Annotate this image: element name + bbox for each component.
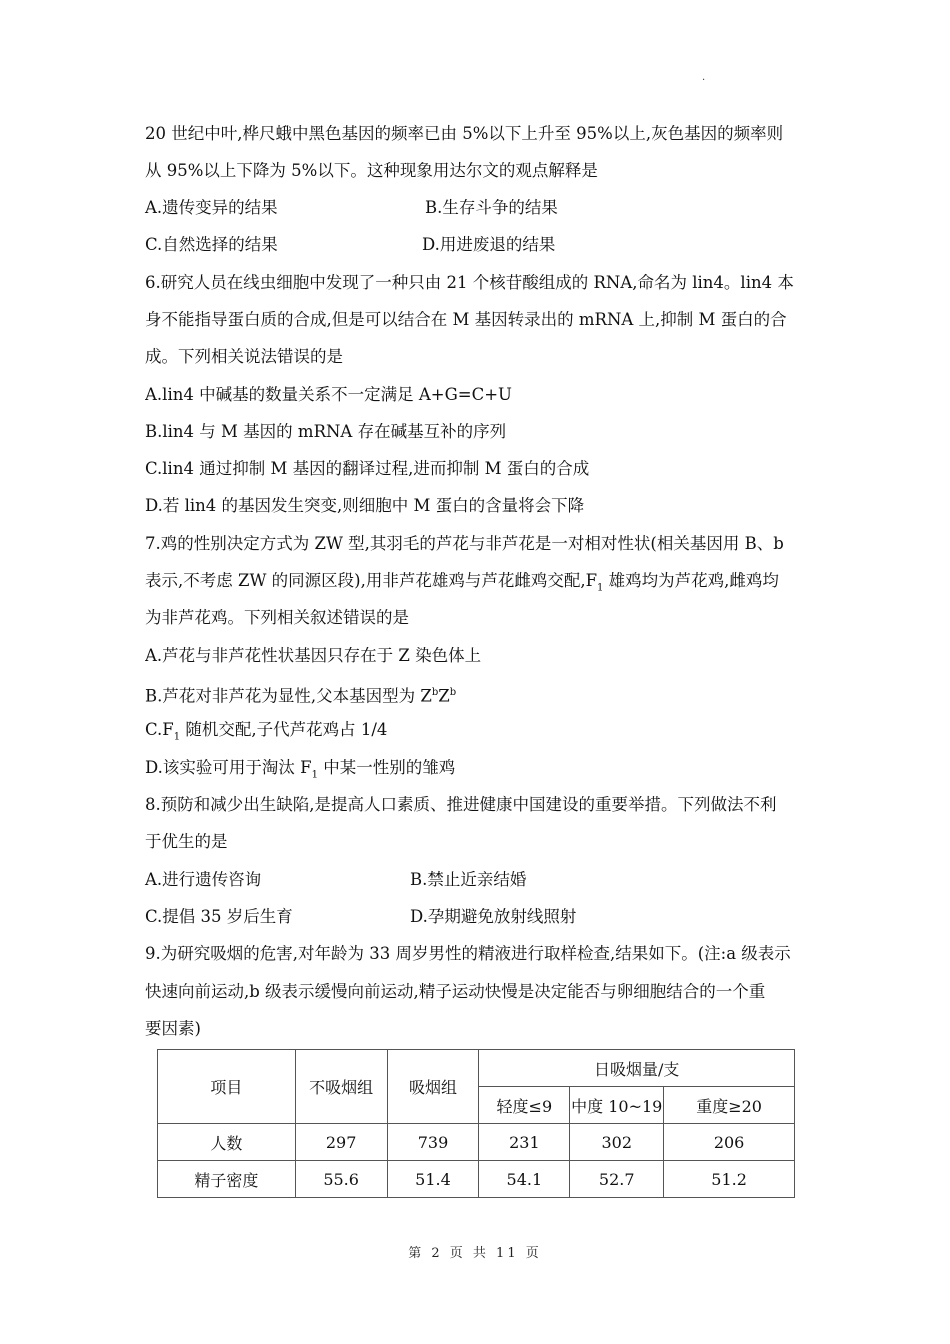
q6-option-b: B.lin4 与 M 基因的 mRNA 存在碱基互补的序列 <box>145 422 507 441</box>
table-cell: 精子密度 <box>158 1161 296 1198</box>
table-cell: 302 <box>570 1124 664 1161</box>
table-cell: 206 <box>664 1124 795 1161</box>
q7-option-a: A.芦花与非芦花性状基因只存在于 Z 染色体上 <box>145 646 482 665</box>
q9-stem-line-1: 9.为研究吸烟的危害,对年龄为 33 周岁男性的精液进行取样检查,结果如下。(注:a 级表示 <box>145 944 791 963</box>
header-smoking: 吸烟组 <box>387 1050 479 1124</box>
table-row <box>158 1161 795 1198</box>
table-cell: 231 <box>479 1124 570 1161</box>
q7-stem-line-1: 7.鸡的性别决定方式为 ZW 型,其羽毛的芦花与非芦花是一对相对性状(相关基因用 B、b <box>145 534 784 553</box>
table-cell: 人数 <box>158 1124 296 1161</box>
q6-option-c: C.lin4 通过抑制 M 基因的翻译过程,进而抑制 M 蛋白的合成 <box>145 459 590 478</box>
q5-stem-line-2: 从 95%以上下降为 5%以下。这种现象用达尔文的观点解释是 <box>145 161 598 180</box>
q7-option-d: D.该实验可用于淘汰 $F_1$ 中某一性别的雏鸡 <box>145 758 456 781</box>
q8-stem-line-1: 8.预防和减少出生缺陷,是提高人口素质、推进健康中国建设的重要举措。下列做法不利 <box>145 795 777 814</box>
table-cell: 54.1 <box>479 1161 570 1198</box>
q8-option-d: D.孕期避免放射线照射 <box>410 907 577 926</box>
q6-stem-line-3: 成。下列相关说法错误的是 <box>145 347 343 366</box>
table-cell: 51.2 <box>664 1161 795 1198</box>
q7-option-c: $C.F_1$ 随机交配,子代芦花鸡占 1/4 <box>145 720 388 743</box>
q9-stem-line-2: 快速向前运动,b 级表示缓慢向前运动,精子运动快慢是决定能否与卵细胞结合的一个重 <box>145 982 766 1001</box>
table-cell: 51.4 <box>387 1161 479 1198</box>
q5-option-c: C.自然选择的结果 <box>145 235 278 254</box>
sperm-data-table <box>157 1049 795 1198</box>
header-light: 轻度≤9 <box>479 1087 570 1124</box>
header-heavy: 重度≥20 <box>664 1087 795 1124</box>
table-cell: 297 <box>295 1124 387 1161</box>
table-header-row <box>158 1050 795 1087</box>
table-cell: 52.7 <box>570 1161 664 1198</box>
q8-option-a: A.进行遗传咨询 <box>145 870 262 889</box>
q8-option-b: B.禁止近亲结婚 <box>410 870 527 889</box>
q7-stem-line-2: 表示,不考虑 ZW 的同源区段),用非芦花雄鸡与芦花雌鸡交配$,F_1$ 雄鸡均为芦花鸡,雌鸡均 <box>145 571 779 594</box>
q5-option-d: D.用进废退的结果 <box>422 235 556 254</box>
q5-option-b: B.生存斗争的结果 <box>425 198 558 217</box>
q8-option-c: C.提倡 35 岁后生育 <box>145 907 293 926</box>
table-cell: 55.6 <box>295 1161 387 1198</box>
q5-stem-line-1: 20 世纪中叶,桦尺蛾中黑色基因的频率已由 5%以下上升至 95%以上,灰色基因的频率则 <box>145 124 784 143</box>
page-footer: 第 2 页 共 11 页 <box>408 1246 542 1261</box>
header-nonsmoking: 不吸烟组 <box>295 1050 387 1124</box>
table-row <box>158 1124 795 1161</box>
q9-stem-line-3: 要因素) <box>145 1019 201 1038</box>
q6-option-d: D.若 lin4 的基因发生突变,则细胞中 M 蛋白的含量将会下降 <box>145 496 585 515</box>
q6-stem-line-1: 6.研究人员在线虫细胞中发现了一种只由 21 个核苷酸组成的 RNA,命名为 lin4。lin4 本 <box>145 273 794 292</box>
q6-option-a: A.lin4 中碱基的数量关系不一定满足 A+G=C+U <box>145 385 512 404</box>
header-item: 项目 <box>158 1050 296 1124</box>
q7-option-b: B.芦花对非芦花为显性,父本基因型为 $Z^bZ^b$ <box>145 686 457 706</box>
q6-stem-line-2: 身不能指导蛋白质的合成,但是可以结合在 M 基因转录出的 mRNA 上,抑制 M 蛋白的合 <box>145 310 787 329</box>
header-daily-amount: 日吸烟量/支 <box>479 1050 795 1087</box>
table-cell: 739 <box>387 1124 479 1161</box>
header-moderate: 中度 10~19 <box>570 1087 664 1124</box>
q7-stem-line-3: 为非芦花鸡。下列相关叙述错误的是 <box>145 608 409 627</box>
q8-stem-line-2: 于优生的是 <box>145 832 228 851</box>
q5-option-a: A.遗传变异的结果 <box>145 198 278 217</box>
decorative-dot: . <box>702 72 706 83</box>
